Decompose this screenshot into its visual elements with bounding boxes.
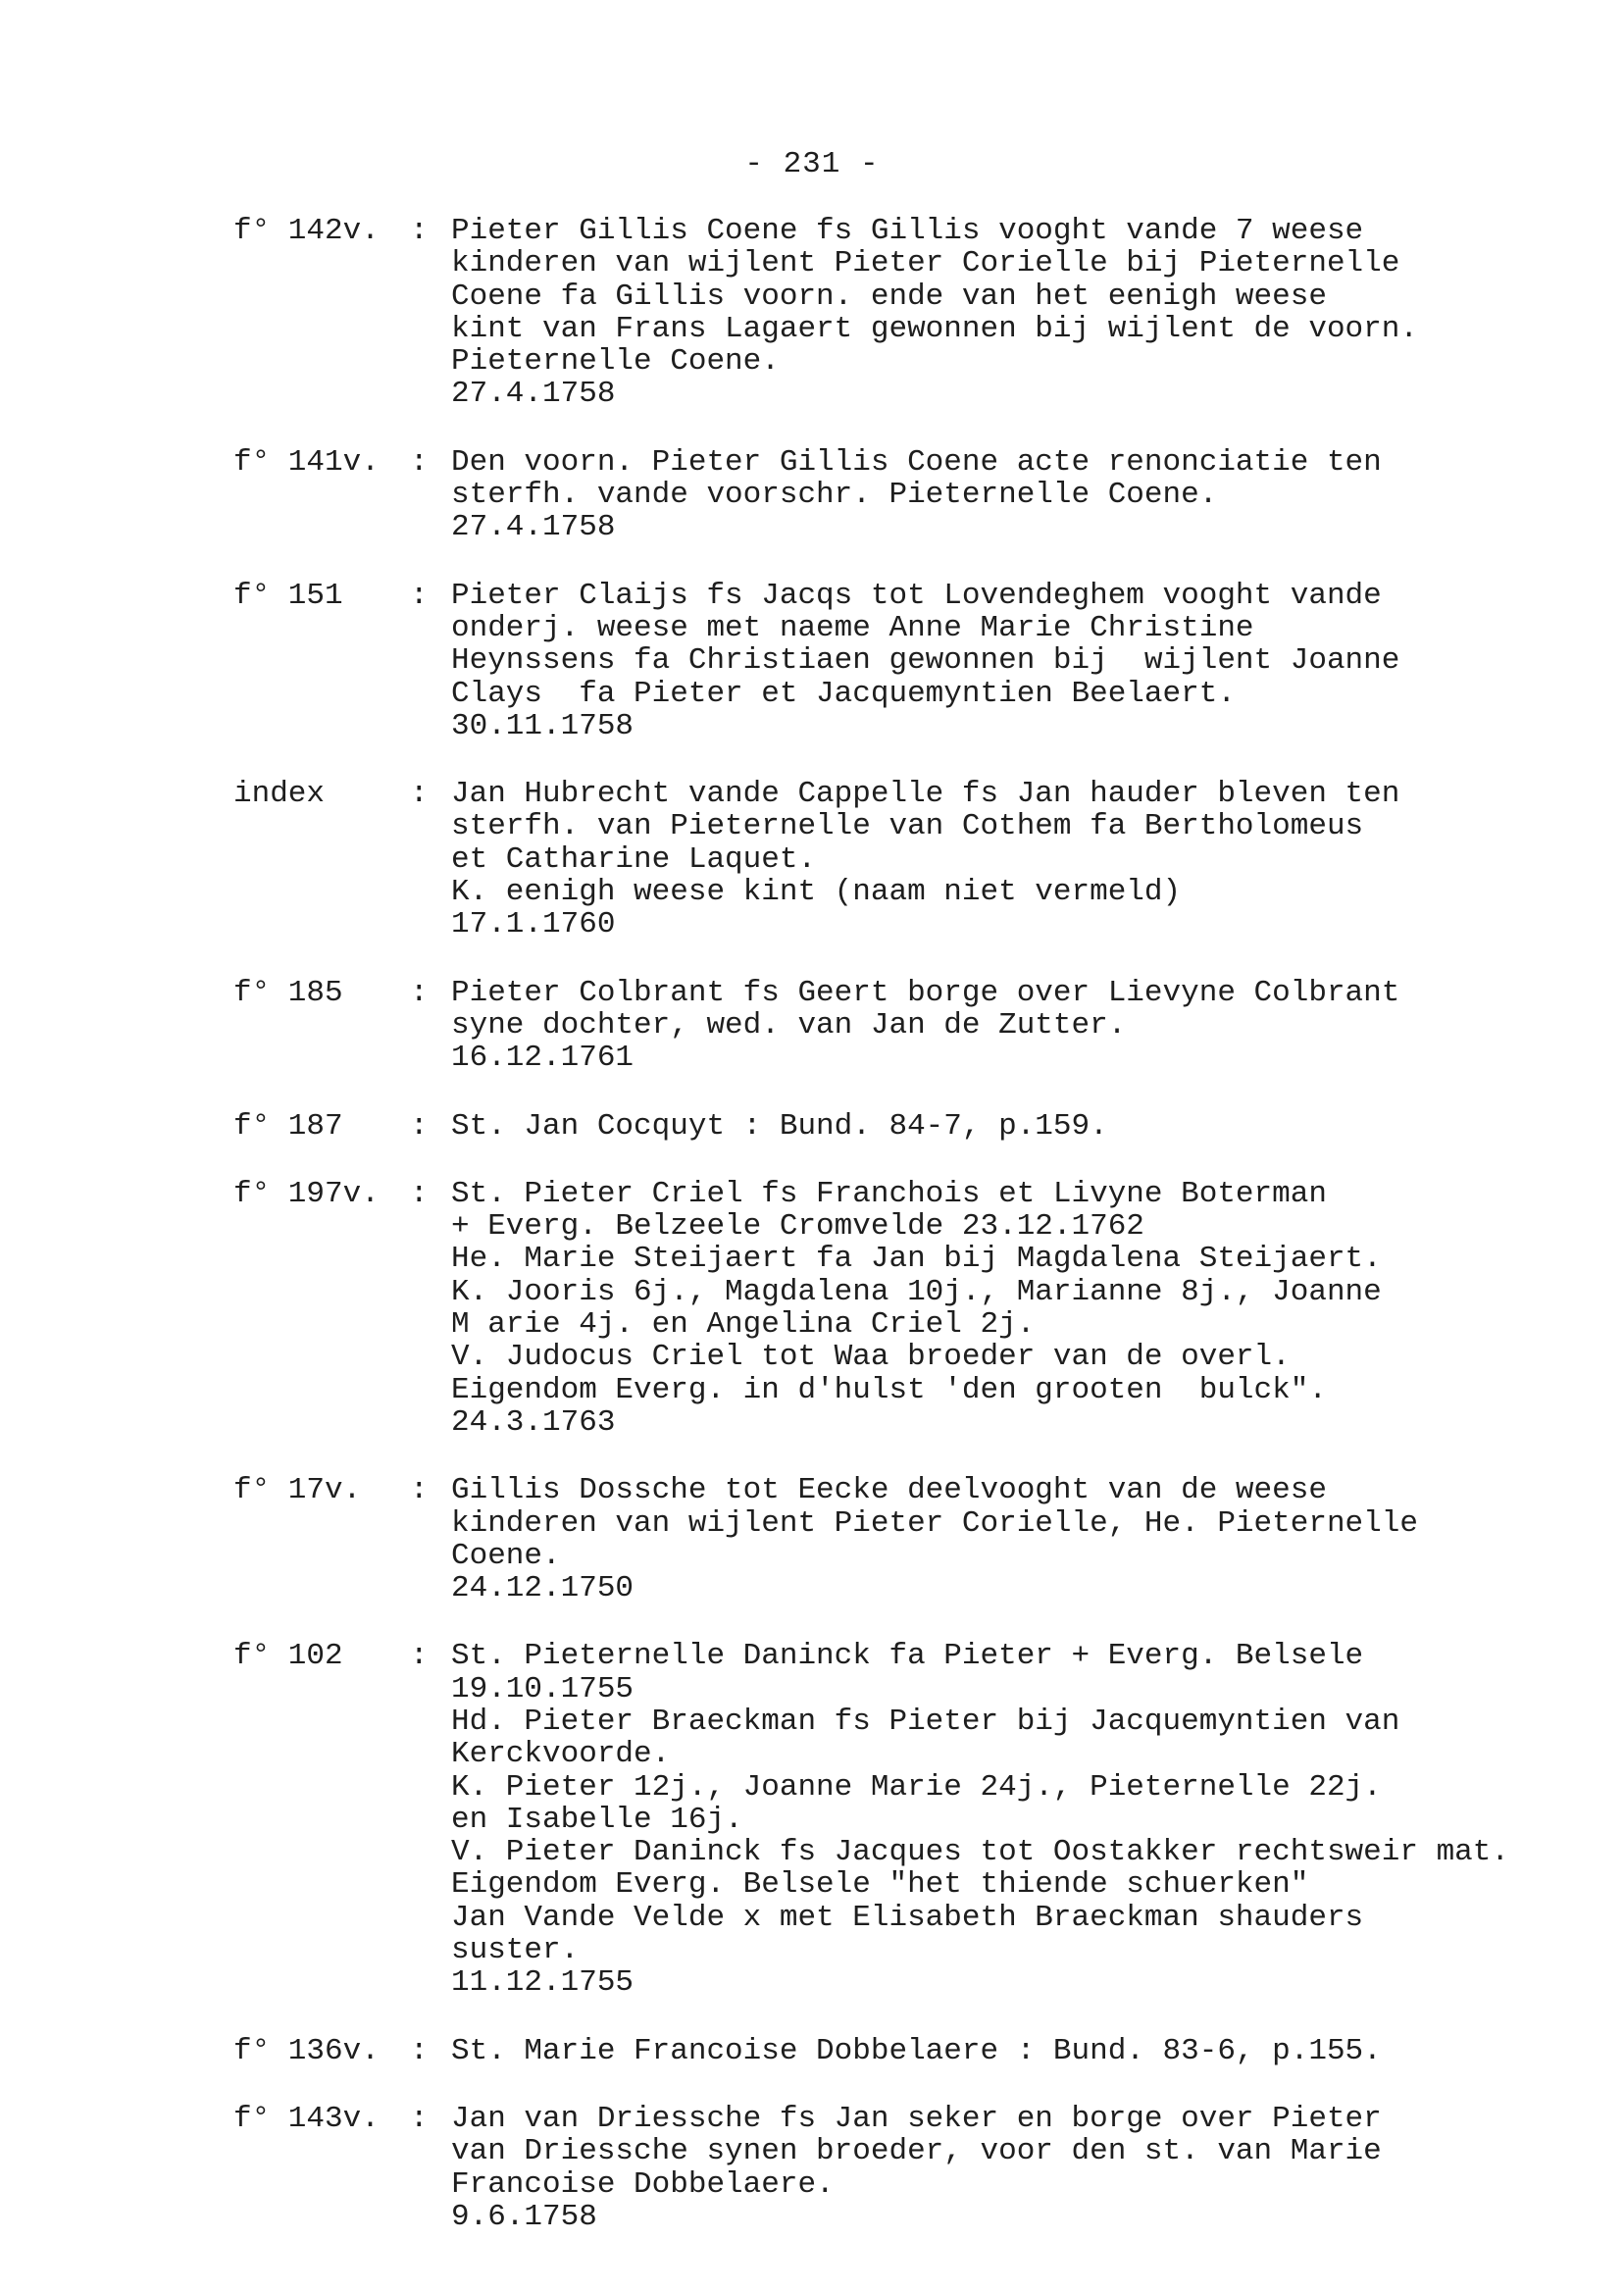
entry-line: Francoise Dobbelaere. <box>451 2166 835 2202</box>
entry-separator: : <box>410 214 429 248</box>
entry-folio-ref: f° 143v. <box>233 2101 380 2136</box>
entry-line: + Everg. Belzeele Cromvelde 23.12.1762 <box>451 1209 1144 1245</box>
entry-line: Eigendom Everg. in d'hulst 'den grooten bulck". <box>451 1372 1327 1407</box>
entry-line: 9.6.1758 <box>451 2199 597 2234</box>
entry-separator: : <box>410 1108 429 1144</box>
entry-folio-ref: f° 187 <box>233 1108 343 1144</box>
entry-line: V. Judocus Criel tot Waa broeder van de overl. <box>451 1340 1291 1375</box>
entry-text <box>451 1640 1606 1999</box>
entry-folio-ref: f° 141v. <box>233 444 380 480</box>
entry-line: Pieter Colbrant fs Geert borge over Lievyne Colbrant <box>451 975 1400 1010</box>
entry-line: onderj. weese met naeme Anne Marie Christine <box>451 610 1254 645</box>
entry <box>233 1178 1606 1439</box>
entry-text <box>451 1474 1606 1604</box>
entry <box>233 1474 1606 1604</box>
entry-text <box>451 215 1606 411</box>
entry-line: St. Marie Francoise Dobbelaere : Bund. 83-6, p.155. <box>451 2033 1382 2068</box>
entry-text <box>451 1178 1606 1439</box>
entry-folio-ref: index <box>233 777 326 812</box>
entry-line: 17.1.1760 <box>451 907 616 942</box>
entry-line: Gillis Dossche tot Eecke deelvooght van de weese <box>451 1473 1327 1508</box>
entry-list <box>233 215 1606 2268</box>
entry-separator: : <box>410 975 429 1010</box>
entry-line: kint van Frans Lagaert gewonnen bij wijlent de voorn. <box>451 311 1418 346</box>
entry-line: 30.11.1758 <box>451 708 634 743</box>
entry-folio-ref: f° 136v. <box>233 2033 380 2068</box>
entry <box>233 977 1606 1075</box>
entry-line: Coene fa Gillis voorn. ende van het eenigh weese <box>451 279 1327 314</box>
entry <box>233 2103 1606 2233</box>
entry-text <box>451 2103 1606 2233</box>
entry-line: K. eenigh weese kint (naam niet vermeld) <box>451 875 1182 910</box>
entry-separator: : <box>410 2101 429 2136</box>
entry-line: Pieter Claijs fs Jacqs tot Lovendeghem vooght vande <box>451 578 1382 613</box>
entry-folio-ref: f° 197v. <box>233 1176 380 1211</box>
entry <box>233 778 1606 941</box>
entry-line: Den voorn. Pieter Gillis Coene acte renonciatie ten <box>451 444 1382 480</box>
entry-line: Eigendom Everg. Belsele "het thiende schuerken" <box>451 1867 1309 1903</box>
page-number: - 231 - <box>744 147 880 181</box>
entry-line: suster. <box>451 1933 580 1968</box>
entry-line: en Isabelle 16j. <box>451 1802 743 1837</box>
entry <box>233 1640 1606 1999</box>
entry-line: sterfh. vande voorschr. Pieternelle Coene. <box>451 478 1218 513</box>
entry-line: 24.12.1750 <box>451 1571 634 1606</box>
entry-separator: : <box>410 1176 429 1211</box>
entry-separator: : <box>410 1639 429 1674</box>
entry-line: Jan Hubrecht vande Cappelle fs Jan hauder bleven ten <box>451 777 1400 812</box>
entry-line: 19.10.1755 <box>451 1671 634 1706</box>
entry-line: et Catharine Laquet. <box>451 841 817 877</box>
entry-line: syne dochter, wed. van Jan de Zutter. <box>451 1007 1127 1043</box>
entry-line: 11.12.1755 <box>451 1965 634 2001</box>
entry-text <box>451 1110 1606 1143</box>
entry-line: kinderen van wijlent Pieter Corielle, He. Pieternelle <box>451 1505 1418 1541</box>
entry-line: K. Pieter 12j., Joanne Marie 24j., Pieternelle 22j. <box>451 1769 1382 1805</box>
entry-line: K. Jooris 6j., Magdalena 10j., Marianne 8j., Joanne <box>451 1274 1382 1309</box>
entry-line: 27.4.1758 <box>451 510 616 545</box>
entry-folio-ref: f° 142v. <box>233 214 380 248</box>
entry-separator: : <box>410 578 429 613</box>
entry <box>233 215 1606 411</box>
entry-line: St. Pieter Criel fs Franchois et Livyne Boterman <box>451 1176 1327 1211</box>
entry-text <box>451 580 1606 742</box>
entry-line: Heynssens fa Christiaen gewonnen bij wijlent Joanne <box>451 643 1400 679</box>
entry-line: kinderen van wijlent Pieter Corielle bij Pieternelle <box>451 246 1400 281</box>
entry <box>233 1110 1606 1143</box>
entry-folio-ref: f° 102 <box>233 1639 343 1674</box>
entry-line: M arie 4j. en Angelina Criel 2j. <box>451 1307 1036 1343</box>
entry-folio-ref: f° 151 <box>233 578 343 613</box>
entry <box>233 2035 1606 2067</box>
entry-line: Clays fa Pieter et Jacquemyntien Beelaert. <box>451 676 1236 711</box>
entry-line: He. Marie Steijaert fa Jan bij Magdalena Steijaert. <box>451 1242 1382 1277</box>
entry-text <box>451 778 1606 941</box>
entry-separator: : <box>410 777 429 812</box>
entry-line: 27.4.1758 <box>451 377 616 412</box>
entry-line: van Driessche synen broeder, voor den st. van Marie <box>451 2134 1382 2169</box>
entry-line: V. Pieter Daninck fs Jacques tot Oostakker rechtsweir mat. <box>451 1835 1509 1870</box>
entry-separator: : <box>410 1473 429 1508</box>
entry-line: sterfh. van Pieternelle van Cothem fa Bertholomeus <box>451 809 1364 844</box>
entry-line: Pieter Gillis Coene fs Gillis vooght vande 7 weese <box>451 214 1364 248</box>
entry-line: St. Pieternelle Daninck fa Pieter + Everg. Belsele <box>451 1639 1364 1674</box>
entry-line: Jan van Driessche fs Jan seker en borge over Pieter <box>451 2101 1382 2136</box>
entry-text <box>451 2035 1606 2067</box>
entry-line: 24.3.1763 <box>451 1404 616 1440</box>
entry-line: 16.12.1761 <box>451 1041 634 1076</box>
entry-line: Pieternelle Coene. <box>451 344 780 380</box>
entry-separator: : <box>410 444 429 480</box>
entry-line: Kerckvoorde. <box>451 1737 671 1772</box>
entry-text <box>451 446 1606 544</box>
entry-line: Jan Vande Velde x met Elisabeth Braeckman shauders <box>451 1900 1364 1935</box>
entry <box>233 580 1606 742</box>
entry-separator: : <box>410 2033 429 2068</box>
entry-text <box>451 977 1606 1075</box>
entry <box>233 446 1606 544</box>
entry-line: Hd. Pieter Braeckman fs Pieter bij Jacquemyntien van <box>451 1704 1400 1739</box>
entry-folio-ref: f° 185 <box>233 975 343 1010</box>
entry-folio-ref: f° 17v. <box>233 1473 362 1508</box>
entry-line: Coene. <box>451 1538 561 1573</box>
entry-line: St. Jan Cocquyt : Bund. 84-7, p.159. <box>451 1108 1108 1144</box>
